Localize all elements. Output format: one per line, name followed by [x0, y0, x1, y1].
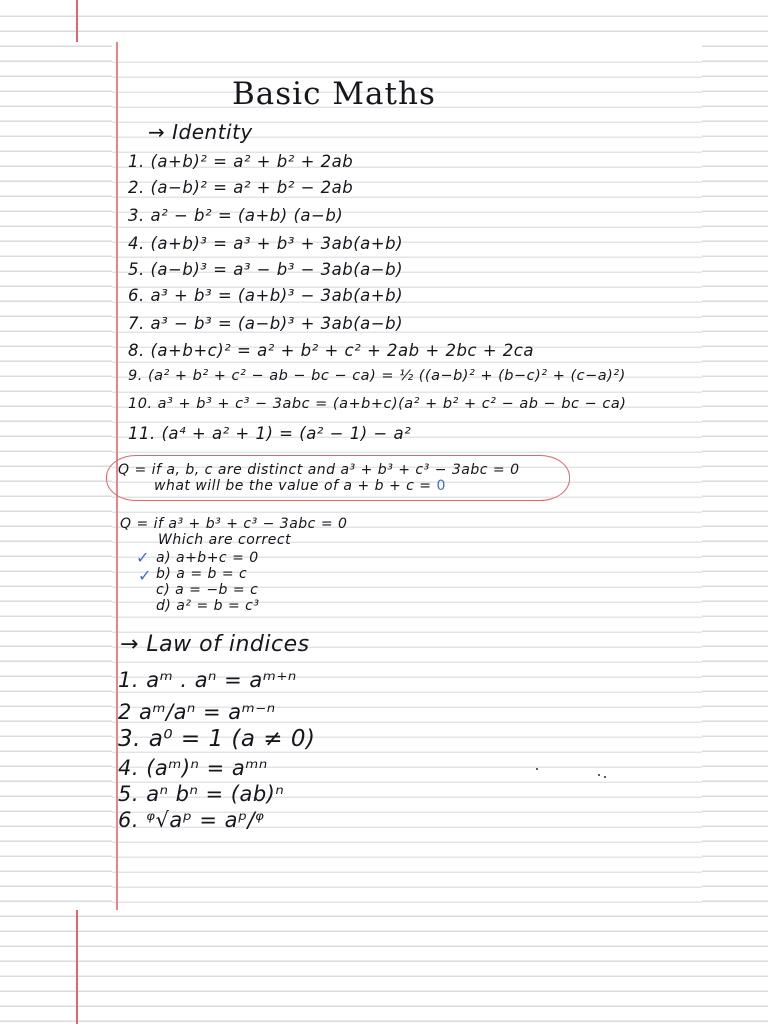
indices-heading: → Law of indices	[120, 632, 310, 657]
question1-line2-text: what will be the value of a + b + c =	[154, 478, 432, 494]
pen-dot	[598, 774, 600, 776]
identity-line: 10. a³ + b³ + c³ − 3abc = (a+b+c)(a² + b² + c² − ab − bc − ca)	[128, 396, 627, 412]
identity-line: 8. (a+b+c)² = a² + b² + c² + 2ab + 2bc + 2ca	[128, 341, 534, 360]
identity-line: 7. a³ − b³ = (a−b)³ + 3ab(a−b)	[128, 314, 404, 333]
law-line: 6. ᵠ√aᵖ = aᵖ/ᵠ	[118, 808, 265, 832]
identity-line: 1. (a+b)² = a² + b² + 2ab	[128, 152, 354, 171]
identity-line: 3. a² − b² = (a+b) (a−b)	[128, 206, 344, 225]
question2-option: a) a+b+c = 0	[156, 550, 259, 566]
law-line: 4. (aᵐ)ⁿ = aᵐⁿ	[118, 756, 268, 780]
identity-heading: → Identity	[148, 120, 253, 144]
identity-line: 11. (a⁴ + a² + 1) = (a² − 1) − a²	[128, 424, 412, 443]
identity-line: 4. (a+b)³ = a³ + b³ + 3ab(a+b)	[128, 234, 404, 253]
question2-option: b) a = b = c	[156, 566, 248, 582]
question2-line1: Q = if a³ + b³ + c³ − 3abc = 0	[120, 516, 348, 532]
question2-line2: Which are correct	[158, 532, 292, 548]
question1-line1: Q = if a, b, c are distinct and a³ + b³ + c³ − 3abc = 0	[118, 462, 520, 478]
check-mark-icon: ✓	[136, 548, 150, 567]
question2-option: d) a² = b = c³	[156, 598, 260, 614]
pen-dot	[536, 768, 538, 770]
page-title: Basic Maths	[232, 76, 436, 112]
identity-line: 9. (a² + b² + c² − ab − bc − ca) = ½ ((a−b)² + (b−c)² + (c−a)²)	[128, 368, 626, 384]
pen-dot	[604, 776, 606, 778]
law-line: 2 aᵐ/aⁿ = aᵐ⁻ⁿ	[118, 700, 276, 724]
identity-line: 5. (a−b)³ = a³ − b³ − 3ab(a−b)	[128, 260, 404, 279]
law-line: 1. aᵐ . aⁿ = aᵐ⁺ⁿ	[118, 668, 297, 692]
check-mark-icon: ✓	[138, 566, 152, 585]
identity-line: 6. a³ + b³ = (a+b)³ − 3ab(a+b)	[128, 286, 404, 305]
question1-answer: 0	[436, 478, 446, 494]
law-line: 5. aⁿ bⁿ = (ab)ⁿ	[118, 782, 285, 806]
law-line: 3. a⁰ = 1 (a ≠ 0)	[118, 726, 316, 752]
question1-line2	[154, 478, 446, 494]
bottom-margin-line	[76, 910, 78, 1024]
question2-option: c) a = −b = c	[156, 582, 259, 598]
identity-line: 2. (a−b)² = a² + b² − 2ab	[128, 178, 354, 197]
top-margin-line	[76, 0, 78, 42]
